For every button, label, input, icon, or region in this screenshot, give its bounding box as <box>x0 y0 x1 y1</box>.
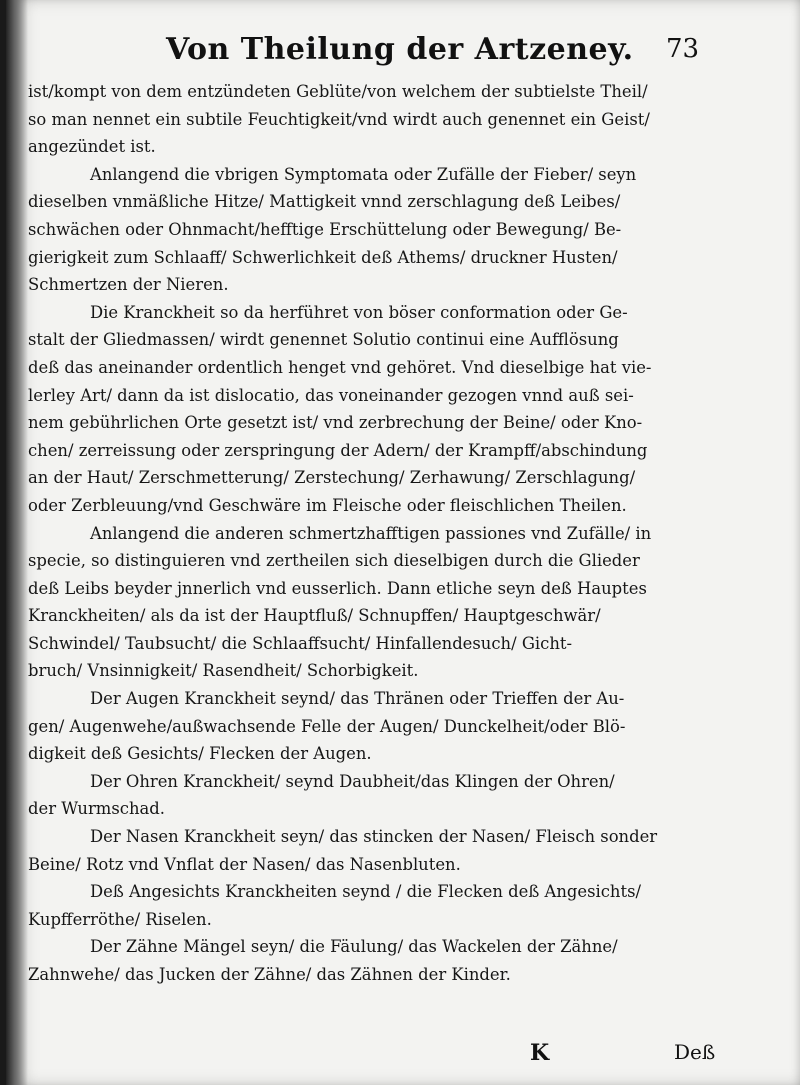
body-text <box>28 78 718 989</box>
text-line: Schmertzen der Nieren. <box>28 275 229 295</box>
page-number: 73 <box>666 34 700 64</box>
text-line: angezündet ist. <box>28 137 156 157</box>
text-line: Zahnwehe/ das Jucken der Zähne/ das Zähnen der Kinder. <box>28 965 511 984</box>
text-line: Der Augen Kranckheit seynd/ das Thränen oder Trieffen der Au- <box>90 689 625 709</box>
text-line: deß Leibs beyder jnnerlich vnd eusserlich. Dann etliche seyn deß Hauptes <box>28 578 647 598</box>
text-line: nem gebührlichen Orte gesetzt ist/ vnd zerbrechung der Beine/ oder Kno- <box>28 413 643 433</box>
text-line: gen/ Augenwehe/außwachsende Felle der Augen/ Dunckelheit/oder Blö- <box>28 716 626 736</box>
catchword: Deß <box>674 1040 716 1064</box>
text-line: Der Ohren Kranckheit/ seynd Daubheit/das Klingen der Ohren/ <box>90 771 615 791</box>
page-footer <box>6 1040 800 1070</box>
text-line: dieselben vnmäßliche Hitze/ Mattigkeit vnnd zerschlagung deß Leibes/ <box>28 192 621 212</box>
text-line: Kranckheiten/ als da ist der Hauptfluß/ Schnupffen/ Hauptgeschwär/ <box>28 606 601 626</box>
text-line: an der Haut/ Zerschmetterung/ Zerstechung/ Zerhawung/ Zerschlagung/ <box>28 468 636 488</box>
running-head: Von Theilung der Artzeney. <box>166 32 634 67</box>
text-line: stalt der Gliedmassen/ wirdt genennet Solutio continui eine Aufflösung <box>28 330 619 350</box>
text-line: Die Kranckheit so da herführet von böser conformation oder Ge- <box>90 302 628 322</box>
text-line: deß das aneinander ordentlich henget vnd gehöret. Vnd dieselbige hat vie- <box>28 357 652 377</box>
text-line: Der Nasen Kranckheit seyn/ das stincken der Nasen/ Fleisch sonder <box>90 827 658 847</box>
text-line: gierigkeit zum Schlaaff/ Schwerlichkeit deß Athems/ druckner Husten/ <box>28 247 618 267</box>
signature-mark: K <box>530 1040 550 1066</box>
text-line: Kupfferröthe/ Riselen. <box>28 909 212 929</box>
gutter-shadow <box>6 0 28 1085</box>
text-line: Schwindel/ Taubsucht/ die Schlaaffsucht/ Hinfallendesuch/ Gicht- <box>28 633 573 653</box>
text-line: der Wurmschad. <box>28 799 165 819</box>
text-line: ist/kompt von dem entzündeten Geblüte/von welchem der subtielste Theil/ <box>28 82 648 101</box>
book-page <box>6 0 800 1085</box>
text-line: Anlangend die vbrigen Symptomata oder Zufälle der Fieber/ seyn <box>90 164 637 184</box>
text-line: bruch/ Vnsinnigkeit/ Rasendheit/ Schorbigkeit. <box>28 661 419 681</box>
text-line: chen/ zerreissung oder zerspringung der Adern/ der Krampff/abschindung <box>28 440 648 460</box>
text-line: Der Zähne Mängel seyn/ die Fäulung/ das Wackelen der Zähne/ <box>90 937 618 957</box>
text-line: Deß Angesichts Kranckheiten seynd / die Flecken deß Angesichts/ <box>90 882 641 902</box>
text-line: lerley Art/ dann da ist dislocatio, das voneinander gezogen vnnd auß sei- <box>28 385 634 405</box>
text-line: oder Zerbleuung/vnd Geschwäre im Fleische oder fleischlichen Theilen. <box>28 495 627 515</box>
text-line: schwächen oder Ohnmacht/hefftige Erschüttelung oder Bewegung/ Be- <box>28 219 622 239</box>
text-line: specie, so distinguieren vnd zertheilen sich dieselbigen durch die Glieder <box>28 551 640 571</box>
text-line: Beine/ Rotz vnd Vnflat der Nasen/ das Nasenbluten. <box>28 854 461 874</box>
text-line: Anlangend die anderen schmertzhafftigen passiones vnd Zufälle/ in <box>90 523 652 543</box>
text-line: digkeit deß Gesichts/ Flecken der Augen. <box>28 744 372 764</box>
text-line: so man nennet ein subtile Feuchtigkeit/vnd wirdt auch genennet ein Geist/ <box>28 109 650 129</box>
